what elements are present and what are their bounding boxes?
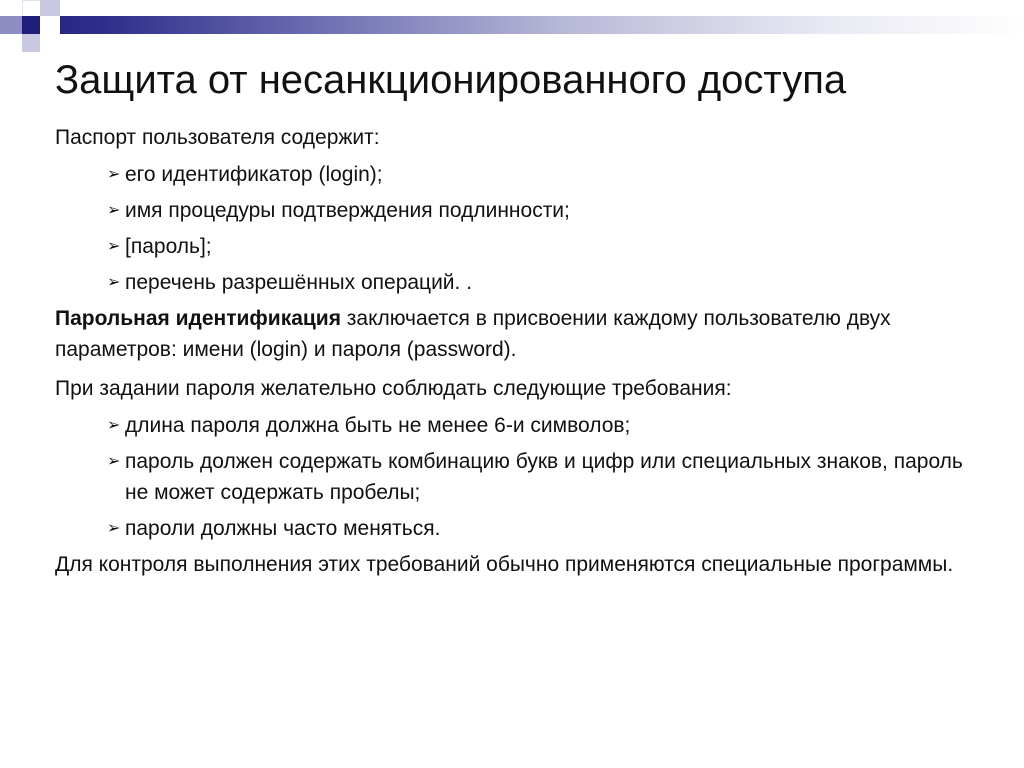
list-item [107, 195, 985, 226]
arrow-bullet-icon: ➢ [107, 166, 121, 183]
header-decor-square [40, 0, 60, 16]
conclusion-paragraph: Для контроля выполнения этих требований обычно применяются специальные программы. [55, 553, 954, 576]
list-item-text: перечень разрешённых операций. . [125, 271, 473, 294]
slide-title: Защита от несанкционированного доступа [55, 58, 847, 102]
header-gradient-bar [0, 16, 1024, 34]
header-decor-square [22, 16, 40, 34]
header-decor-square [0, 16, 22, 34]
password-identification-term: Парольная идентификация [55, 307, 341, 330]
list-item [107, 446, 985, 508]
list-item-text: длина пароля должна быть не менее 6-и символов; [125, 414, 631, 437]
requirements-intro: При задании пароля желательно соблюдать следующие требования: [55, 377, 732, 400]
list-item-text: пароли должны часто меняться. [125, 517, 441, 540]
password-identification-paragraph [55, 303, 985, 365]
list-item-text: имя процедуры подтверждения подлинности; [125, 199, 570, 222]
password-identification-text: заключается в присвоении каждому пользователю двух параметров: имени (login) и пароля (password). [55, 307, 891, 361]
passport-intro: Паспорт пользователя содержит: [55, 126, 380, 149]
header-decor-square [22, 34, 40, 52]
header-decor-square [40, 16, 60, 34]
arrow-bullet-icon: ➢ [107, 202, 121, 219]
list-item-text: его идентификатор (login); [125, 163, 383, 186]
list-item [107, 159, 985, 190]
list-item [107, 267, 985, 298]
arrow-bullet-icon: ➢ [107, 453, 121, 470]
arrow-bullet-icon: ➢ [107, 417, 121, 434]
list-item-text: [пароль]; [125, 235, 212, 258]
arrow-bullet-icon: ➢ [107, 520, 121, 537]
slide-body [55, 122, 985, 588]
arrow-bullet-icon: ➢ [107, 238, 121, 255]
header-decor-square [40, 34, 60, 46]
header-decor-square [60, 0, 78, 16]
list-item [107, 410, 985, 441]
arrow-bullet-icon: ➢ [107, 274, 121, 291]
list-item [107, 231, 985, 262]
list-item [107, 513, 985, 544]
list-item-text: пароль должен содержать комбинацию букв и цифр или специальных знаков, пароль не может содержать пробелы; [125, 450, 963, 504]
